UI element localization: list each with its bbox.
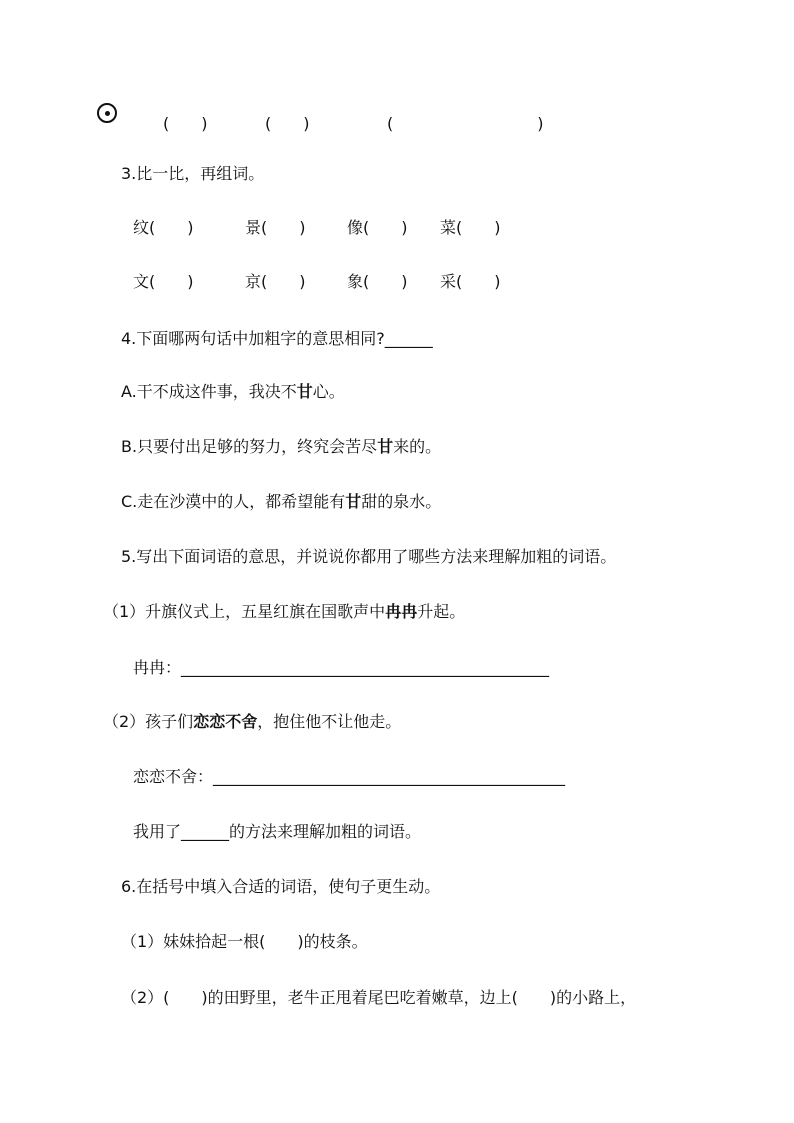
q4-a-text-end: 心。	[312, 382, 345, 401]
q5-sentence-2	[103, 712, 401, 732]
q6-sentence-2[interactable]: （2）( )的田野里，老牛正甩着尾巴吃着嫩草，边上( )的小路上，	[121, 988, 637, 1007]
q6-sentence-1[interactable]: （1）妹妹拾起一根( )的枝条。	[121, 932, 368, 951]
q4-b-bold-char: 甘	[377, 437, 394, 456]
q3-item-jing3[interactable]: 景( )	[245, 218, 306, 237]
q5-answer-line-2[interactable]: 恋恋不舍：____________________________________________	[133, 767, 566, 786]
q4-title: 4.下面哪两句话中加粗字的意思相同?______	[121, 329, 433, 348]
q5-s2-bold-word: 恋恋不舍	[193, 712, 258, 731]
q5-title: 5.写出下面词语的意思，并说说你都用了哪些方法来理解加粗的词语。	[121, 547, 617, 566]
q3-item-jing1[interactable]: 京( )	[245, 272, 306, 291]
q3-item-xiang-elephant[interactable]: 象( )	[347, 272, 408, 291]
q5-s1-text-end: 升起。	[417, 602, 466, 621]
q4-c-text: C.走在沙漠中的人，都希望能有	[121, 492, 346, 511]
blank-paren-2[interactable]: ( )	[265, 114, 310, 133]
q4-option-a	[121, 382, 345, 402]
q3-item-xiang-portrait[interactable]: 像( )	[347, 218, 408, 237]
circle-dot-icon	[97, 103, 117, 123]
q5-sentence-1	[103, 602, 465, 622]
q4-b-text-end: 来的。	[393, 437, 442, 456]
q3-item-cai-dish[interactable]: 菜( )	[440, 218, 501, 237]
q5-s2-text-end: ，抱住他不让他走。	[257, 712, 402, 731]
q4-c-bold-char: 甘	[345, 492, 362, 511]
q3-item-wen2[interactable]: 纹( )	[133, 218, 194, 237]
q5-s1-bold-word: 冉冉	[385, 602, 418, 621]
q5-answer-line-1[interactable]: 冉冉：______________________________________________	[133, 658, 550, 677]
q4-c-text-end: 甜的泉水。	[361, 492, 442, 511]
blank-paren-1[interactable]: ( )	[163, 114, 208, 133]
blank-paren-3[interactable]: ( )	[387, 114, 544, 133]
q4-a-text: A.干不成这件事，我决不	[121, 382, 297, 401]
q3-title: 3.比一比，再组词。	[121, 164, 265, 183]
q6-title: 6.在括号中填入合适的词语，使句子更生动。	[121, 877, 441, 896]
q4-a-bold-char: 甘	[296, 382, 313, 401]
q4-option-b	[121, 437, 441, 457]
q3-item-wen[interactable]: 文( )	[133, 272, 194, 291]
q5-s2-text: （2）孩子们	[103, 712, 194, 731]
q5-s1-text: （1）升旗仪式上，五星红旗在国歌声中	[103, 602, 386, 621]
q3-item-cai-pick[interactable]: 采( )	[440, 272, 501, 291]
q5-method-line[interactable]: 我用了______的方法来理解加粗的词语。	[133, 822, 422, 841]
q4-b-text: B.只要付出足够的努力，终究会苦尽	[121, 437, 378, 456]
q4-option-c	[121, 492, 441, 512]
